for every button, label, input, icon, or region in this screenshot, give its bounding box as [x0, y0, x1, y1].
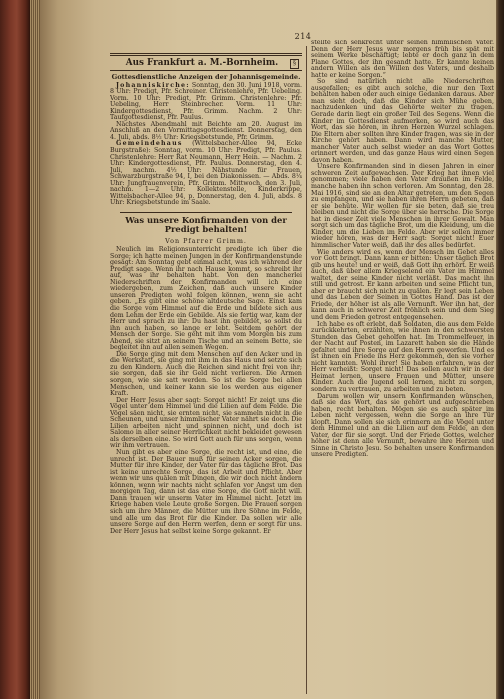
page-number: 214	[294, 32, 312, 41]
notice-paragraph	[110, 141, 302, 206]
article-paragraph: Unsere Konfirmanden sind in diesen Jahren in einer schweren Zeit aufgewachsen. Der Krieg hat ihnen viel genommen; viele haben den Vater draußen im Felde, manche haben ihn schon verloren. Am Sonntag, den 28. Mai 1916, sind sie an den Altar getreten, um den Segen zu empfangen, und sie haben ihren Herrn gebeten, daß er sie behüte. Wir wollen für sie beten, daß sie treu bleiben und nicht die Sorge über sie herrsche. Die Sorge hat in dieser Zeit viele Menschen in ihrer Gewalt. Man sorgt sich um das tägliche Brot, um die Kleidung, um die Kinder, um die Lieben im Felde. Aber wir sollen immer wieder hören, was der Herr sagt: Sorget nicht! Euer himmlischer Vater weiß, daß ihr des alles bedürfet.	[311, 163, 494, 249]
notice-paragraph	[110, 83, 302, 122]
notice-title: Gottesdienstliche Anzeigen der Johannisgemeinde.	[111, 73, 301, 81]
notice-label: Gemeindehaus	[116, 140, 183, 148]
notice-text: Nächstes Abendmahl mit Beichte am 20. August im Anschluß an den Vormittagsgottesdienst. Donnerstag, den 4. Juli, abds. 8½ Uhr: Kriegsbetstunde, Pfr. Grimm.	[110, 120, 302, 141]
article-byline: Von Pfarrer Grimm.	[165, 237, 247, 246]
article-paragraph: Darum wollen wir unsern Konfirmanden wünschen, daß sie das Wort, das sie gehört und aufgeschrieben haben, recht behalten. Mögen sie es auch später im Leben nicht vergessen, wenn die Sorge an ihre Tür klopft. Dann sollen sie sich erinnern an die Vögel unter dem Himmel und an die Lilien auf dem Felde, an den Vater, der für sie sorgt. Und der Friede Gottes, welcher höher ist denn alle Vernunft, bewahre ihre Herzen und Sinne in Christo Jesu. So behalten unsere Konfirmanden unsere Predigten.	[311, 392, 494, 459]
left-column	[110, 53, 302, 696]
column-divider	[306, 46, 307, 694]
article-paragraph: Ich habe es oft erlebt, daß Soldaten, die aus dem Felde zurückkehrten, erzählten, wie ihnen in den schwersten Stunden das Gebet geholfen hat. Im Trommelfeuer, in der Nacht auf Posten, im Lazarett haben sie die Hände gefaltet und ihre Sorge auf den Herrn geworfen. Und es ist ihnen ein Friede ins Herz gekommen, den sie vorher nicht kannten. Wohl ihrer! Sie haben erfahren, was der Herr verheißt: Sorget nicht! Das sollen auch wir in der Heimat lernen, unsere Frauen und Mütter, unsere Kinder. Auch die Jugend soll lernen, nicht zu sorgen, sondern zu vertrauen, zu arbeiten und zu beten.	[311, 320, 494, 393]
page-edges	[30, 0, 40, 699]
notice-label: Johanniskirche:	[116, 81, 190, 89]
article-paragraph: So sind natürlich nicht alle Niederschriften ausgefallen; es gibt auch solche, die nur den Text behalten haben oder auch einige Gedanken daraus. Aber man sieht doch, daß die Kinder sich Mühe geben, nachzudenken und das Gehörte weiter zu tragen. Gerade darin liegt ein großer Teil des Segens. Wenn die Kinder im Gottesdienst aufmerken, so wird auch das Wort, das sie hören, in ihren Herzen Wurzel schlagen. Die Eltern aber sollten ihre Kinder fragen, was sie in der Kirche gehört haben. Dann wird manche Mutter, mancher Vater auch selbst wieder an das Wort Gottes erinnert werden, und das ganze Haus wird einen Segen davon haben.	[311, 78, 494, 164]
article-paragraph: Die Sorge ging mit dem Menschen auf den Acker und in die Werkstatt, sie ging mit ihm in das Haus und setzte sich zu den Kindern. Auch die Reichen sind nicht frei von ihr; sie sorgen, daß sie ihr Geld nicht verlieren. Die Armen sorgen, wie sie satt werden. So ist die Sorge bei allen Menschen, und keiner kann sie los werden aus eigener Kraft.	[110, 350, 302, 398]
right-column	[311, 40, 494, 696]
section-header: Aus Frankfurt a. M.-Bornheim.	[125, 58, 279, 68]
section-mark-icon: §	[290, 59, 299, 69]
article-paragraph: stellte sich senkrecht unter seinen himmlischen Vater. Denn der Herr Jesus war morgens früh bis spät mit seinem Werke beschäftigt; lebte er doch ganz in dem Plane Gottes, der ihn gesandt hatte. Er kannte keinen andern Willen als den Willen des Vaters, und deshalb hatte er keine Sorgen.“	[311, 40, 494, 79]
article-paragraph: Wie anders wird es, wenn der Mensch im Gebet alles vor Gott bringt. Dann kann er bitten: Unser täglich Brot gib uns heute! und er weiß, daß Gott ihn erhört. Er weiß auch, daß über allem Kriegselend ein Vater im Himmel waltet, der seine Kinder nicht verläßt. Das macht ihn still und getrost. Er kann arbeiten und seine Pflicht tun, aber er braucht sich nicht zu quälen. Er legt sein Leben und das Leben der Seinen in Gottes Hand. Das ist der Friede, der höher ist als alle Vernunft. Wer ihn hat, der kann auch in schwerer Zeit fröhlich sein und dem Sieg und dem Frieden getrost entgegensehen.	[311, 248, 494, 321]
right-page-edge	[496, 0, 504, 699]
book-binding	[0, 0, 30, 699]
notice-text: (Wittelsbacher-Allee 94, Ecke Burgstraße): Sonntag, vorm. 10 Uhr: Predigt, Pfr. Paulus. Christenlehre: Herr Rat Neumann, Herr Hein. — Nachm. 2 Uhr: Kindergottesdienst, Pfr. Paulus. Donnerstag, den 4. Juli, nachm. 4½ Uhr: Nähstunde für Frauen, Schwarzburgstraße 94, I, bei den Diakonissen. — Abds. 8¼ Uhr: Jungfrauenverein, Pfr. Grimm. Mittwoch, den 3. Juli, nachm. 1—2 Uhr: Kollektenstelle, Kinderkrippe, Wittelsbacher-Allee 94, p. Donnerstag, den 4. Juli, abds. 8 Uhr: Kriegsbetstunde im Saale.	[110, 140, 302, 207]
notice-paragraph	[110, 122, 302, 142]
article-paragraph: Neulich im Religionsunterricht predigte ich über die Sorge; ich hatte meinen Jungen in der Konfirmandenstunde gesagt: Am Sonntag gebt einmal acht, was ich während der Predigt sage. Wenn ihr nach Hause kommt, so schreibt ihr auf, was ihr behalten habt. Von den mancherlei Niederschriften der Konfirmanden will ich eine wiedergeben, zum Zeichen, daß auch unsere Kinder unseren Predigten wohl folgen können, wenn sie acht geben. „Es gibt eine schöne altdeutsche Sage. Einst kam die Sorge vom Himmel auf die Erde und bildete sich aus dem Lehm der Erde ein Gebilde. Als sie fertig war, kam der Herr und sprach zu ihr: Du hast ihn gebildet, so sollst du ihn auch haben, so lange er lebt. Seitdem gehört der Mensch der Sorge. Sie geht mit ihm vom Morgen bis zum Abend, sie sitzt an seinem Tische und an seinem Bette, sie begleitet ihn auf allen seinen Wegen.	[110, 246, 302, 352]
article-paragraph: Nun gibt es aber eine Sorge, die recht ist, und eine, die unrecht ist. Der Bauer muß für seinen Acker sorgen, die Mutter für ihre Kinder, der Vater für das tägliche Brot. Das ist keine unrechte Sorge, das ist Arbeit und Pflicht. Aber wenn wir uns quälen mit Dingen, die wir doch nicht ändern können, wenn wir nachts nicht schlafen vor Angst um den morgigen Tag, dann ist das eine Sorge, die Gott nicht will. Dann trauen wir unserm Vater im Himmel nicht. Jetzt im Kriege haben viele Leute große Sorgen. Die Frauen sorgen sich um ihre Männer, die Mütter um ihre Söhne im Felde, und alle um das Brot für die Kinder. Da sollen wir alle unsere Sorge auf den Herrn werfen, denn er sorgt für uns. Der Herr Jesus hat selbst keine Sorge gekannt. Er	[110, 449, 302, 535]
separator-rule	[120, 212, 292, 213]
article-paragraph: Der Herr Jesus aber sagt: Sorget nicht! Er zeigt uns die Vögel unter dem Himmel und die Lilien auf dem Felde. Die Vögel säen nicht, sie ernten nicht, sie sammeln nicht in die Scheunen, und unser himmlischer Vater nährt sie doch. Die Lilien arbeiten nicht und spinnen nicht, und doch ist Salomo in aller seiner Herrlichkeit nicht bekleidet gewesen als derselben eine. So wird Gott auch für uns sorgen, wenn wir ihm vertrauen.	[110, 396, 302, 450]
notice-text: Sonntag, den 30. Juni 1918, vorm. 8 Uhr: Predigt, Pfr. Schreiner. Christenlehre, Pfr. Uebeling. Vorm. 10 Uhr: Predigt, Pfr. Grimm. Christenlehre: Pfr. Uebeling, Herr Steinbrecher. Vorm. 11 Uhr: Kindergottesdienst, Pfr. Grimm. Nachm. 2 Uhr: Taufgottesdienst, Pfr. Paulus.	[110, 81, 302, 122]
section-header-box	[110, 53, 302, 71]
article-title: Was unsere Konfirmanden von der Predigt behalten!	[125, 214, 287, 235]
